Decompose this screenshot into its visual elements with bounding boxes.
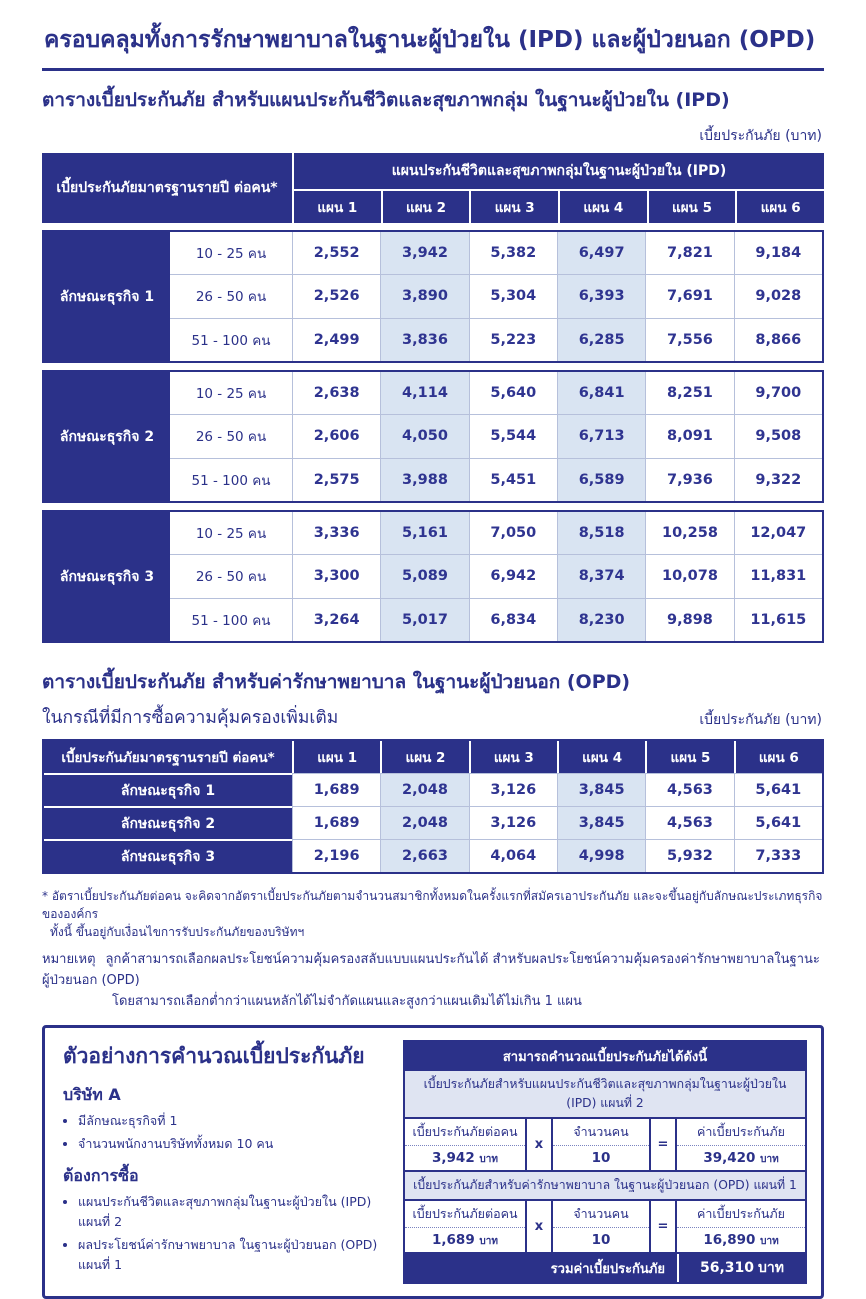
premium-cell: 6,393 bbox=[557, 275, 645, 317]
footnote-line-1: * อัตราเบี้ยประกันภัยต่อคน จะคิดจากอัตราเบี้ยประกันภัยตามจำนวนสมาชิกทั้งหมดในครั้งแรกที่สมัครเอาประกันภัย และจะขึ้นอยู่กับลักษณะประเภทธุรกิจขององค์กร bbox=[42, 889, 823, 921]
business-type-block-1 bbox=[42, 230, 824, 363]
employee-range: 26 - 50 คน bbox=[195, 289, 267, 306]
member-count-value: 10 bbox=[591, 1150, 611, 1167]
remark-label: หมายเหตุ bbox=[42, 952, 96, 967]
opd-plan-header-1: แผน 1 bbox=[292, 741, 380, 773]
premium-cell: 3,300 bbox=[292, 555, 380, 597]
business-type-label: ลักษณะธุรกิจ 1 bbox=[44, 232, 170, 361]
company-bullet: • จำนวนพนักงานบริษัททั้งหมด 10 คน bbox=[78, 1134, 387, 1154]
business-type-label: ลักษณะธุรกิจ 3 bbox=[44, 512, 170, 641]
ipd-section-title: ตารางเบี้ยประกันภัย สำหรับแผนประกันชีวิตและสุขภาพกลุ่ม ในฐานะผู้ป่วยใน (IPD) bbox=[42, 89, 730, 111]
premium-per-person-label: เบี้ยประกันภัยต่อคน bbox=[405, 1119, 525, 1146]
premium-cell: 8,374 bbox=[557, 555, 645, 597]
opd-premium-table bbox=[42, 739, 824, 874]
premium-cell: 9,322 bbox=[734, 459, 822, 501]
premium-cell: 2,048 bbox=[380, 806, 468, 839]
premium-cell: 4,050 bbox=[380, 415, 468, 457]
premium-cell: 2,526 bbox=[292, 275, 380, 317]
business-type-block-2 bbox=[42, 370, 824, 503]
employee-range: 10 - 25 คน bbox=[195, 526, 267, 543]
opd-row-header: เบี้ยประกันภัยมาตรฐานรายปี ต่อคน* bbox=[61, 750, 275, 766]
ipd-plan-group-header: แผนประกันชีวิตและสุขภาพกลุ่มในฐานะผู้ป่วยใน (IPD) bbox=[391, 163, 727, 179]
premium-per-person-label: เบี้ยประกันภัยต่อคน bbox=[405, 1201, 525, 1228]
premium-cell: 6,841 bbox=[557, 372, 645, 414]
title-underline bbox=[42, 68, 824, 71]
calc-total-value: 56,310 บาท bbox=[677, 1254, 805, 1282]
calc-table bbox=[403, 1040, 807, 1284]
employee-range: 51 - 100 คน bbox=[191, 472, 271, 489]
premium-cell: 6,285 bbox=[557, 319, 645, 361]
premium-cell: 6,834 bbox=[469, 599, 557, 641]
premium-cell: 2,552 bbox=[292, 232, 380, 274]
baht-unit: บาท bbox=[479, 1154, 498, 1166]
baht-unit: บาท bbox=[758, 1260, 784, 1277]
opd-plan-header-6: แผน 6 bbox=[734, 741, 822, 773]
premium-cell: 7,821 bbox=[645, 232, 733, 274]
table-row bbox=[44, 839, 822, 872]
premium-cell: 2,606 bbox=[292, 415, 380, 457]
ipd-plan-header-3: แผน 3 bbox=[469, 191, 558, 223]
table-row bbox=[170, 554, 822, 597]
baht-unit: บาท bbox=[760, 1154, 779, 1166]
premium-cell: 5,161 bbox=[380, 512, 468, 554]
opd-plan-header-2: แผน 2 bbox=[380, 741, 468, 773]
business-type-label: ลักษณะธุรกิจ 3 bbox=[44, 839, 292, 872]
premium-cell: 9,898 bbox=[645, 599, 733, 641]
premium-per-person-value: 3,942 บาท bbox=[432, 1150, 498, 1167]
member-count-value: 10 bbox=[591, 1232, 611, 1249]
premium-cell: 7,691 bbox=[645, 275, 733, 317]
opd-section-subtitle: ในกรณีที่มีการซื้อความคุ้มครองเพิ่มเติม bbox=[42, 708, 339, 728]
premium-cell: 4,563 bbox=[645, 773, 733, 806]
table-row bbox=[44, 773, 822, 806]
premium-cell: 5,932 bbox=[645, 839, 733, 872]
calc-total-label: รวมค่าเบี้ยประกันภัย bbox=[550, 1261, 665, 1277]
premium-cell: 7,936 bbox=[645, 459, 733, 501]
employee-range: 10 - 25 คน bbox=[195, 246, 267, 263]
premium-cell: 2,499 bbox=[292, 319, 380, 361]
premium-cell: 11,615 bbox=[734, 599, 822, 641]
table-row bbox=[170, 458, 822, 501]
ipd-plan-header-2: แผน 2 bbox=[381, 191, 470, 223]
premium-cell: 3,836 bbox=[380, 319, 468, 361]
equals-operator: = bbox=[649, 1119, 677, 1170]
premium-cell: 10,078 bbox=[645, 555, 733, 597]
premium-cell: 2,663 bbox=[380, 839, 468, 872]
remark-note bbox=[42, 950, 824, 1012]
premium-cell: 5,640 bbox=[469, 372, 557, 414]
premium-cell: 6,589 bbox=[557, 459, 645, 501]
premium-cell: 3,336 bbox=[292, 512, 380, 554]
purchase-bullet-list bbox=[63, 1192, 387, 1275]
premium-cell: 5,017 bbox=[380, 599, 468, 641]
baht-unit: บาท bbox=[760, 1236, 779, 1248]
example-title: ตัวอย่างการคำนวณเบี้ยประกันภัย bbox=[63, 1044, 365, 1069]
premium-cell: 2,575 bbox=[292, 459, 380, 501]
premium-cell: 2,048 bbox=[380, 773, 468, 806]
premium-cell: 7,333 bbox=[734, 839, 822, 872]
result-premium-value: 39,420 บาท bbox=[703, 1150, 779, 1167]
opd-plan-header-3: แผน 3 bbox=[469, 741, 557, 773]
table-row bbox=[170, 512, 822, 554]
premium-cell: 4,998 bbox=[557, 839, 645, 872]
ipd-plan-header-5: แผน 5 bbox=[647, 191, 736, 223]
ipd-plan-header-row bbox=[294, 189, 824, 223]
premium-cell: 4,563 bbox=[645, 806, 733, 839]
remark-line-2: โดยสามารถเลือกต่ำกว่าแผนหลักได้ไม่จำกัดแผนและสูงกว่าแผนเดิมได้ไม่เกิน 1 แผน bbox=[112, 993, 582, 1009]
premium-cell: 6,713 bbox=[557, 415, 645, 457]
premium-cell: 10,258 bbox=[645, 512, 733, 554]
ipd-plan-header-4: แผน 4 bbox=[558, 191, 647, 223]
premium-cell: 3,988 bbox=[380, 459, 468, 501]
table-row bbox=[170, 414, 822, 457]
ipd-unit-note: เบี้ยประกันภัย (บาท) bbox=[699, 128, 822, 144]
premium-cell: 9,184 bbox=[734, 232, 822, 274]
purchase-bullet: • แผนประกันชีวิตและสุขภาพกลุ่มในฐานะผู้ป่วยใน (IPD) แผนที่ 2 bbox=[78, 1192, 387, 1232]
business-type-label: ลักษณะธุรกิจ 2 bbox=[44, 372, 170, 501]
calc-band-opd: เบี้ยประกันภัยสำหรับค่ารักษาพยาบาล ในฐานะผู้ป่วยนอก (OPD) แผนที่ 1 bbox=[405, 1172, 805, 1201]
premium-cell: 4,064 bbox=[469, 839, 557, 872]
equals-operator: = bbox=[649, 1201, 677, 1252]
ipd-premium-table bbox=[42, 153, 824, 643]
premium-cell: 1,689 bbox=[292, 806, 380, 839]
table-row bbox=[170, 274, 822, 317]
table-row bbox=[170, 598, 822, 641]
opd-plan-header-5: แผน 5 bbox=[645, 741, 733, 773]
premium-cell: 3,264 bbox=[292, 599, 380, 641]
premium-cell: 6,497 bbox=[557, 232, 645, 274]
business-type-label: ลักษณะธุรกิจ 2 bbox=[44, 806, 292, 839]
employee-range: 51 - 100 คน bbox=[191, 612, 271, 629]
ipd-plan-header-1: แผน 1 bbox=[317, 200, 358, 216]
company-heading: บริษัท A bbox=[63, 1085, 121, 1105]
premium-cell: 6,942 bbox=[469, 555, 557, 597]
result-premium-value: 16,890 บาท bbox=[703, 1232, 779, 1249]
member-count-label: จำนวนคน bbox=[553, 1119, 649, 1146]
calc-band-ipd: เบี้ยประกันภัยสำหรับแผนประกันชีวิตและสุขภาพกลุ่มในฐานะผู้ป่วยใน (IPD) แผนที่ 2 bbox=[405, 1071, 805, 1119]
premium-cell: 4,114 bbox=[380, 372, 468, 414]
premium-cell: 5,089 bbox=[380, 555, 468, 597]
premium-cell: 8,518 bbox=[557, 512, 645, 554]
employee-range: 10 - 25 คน bbox=[195, 386, 267, 403]
premium-cell: 1,689 bbox=[292, 773, 380, 806]
employee-range: 26 - 50 คน bbox=[195, 569, 267, 586]
purchase-heading: ต้องการซื้อ bbox=[63, 1166, 139, 1186]
ipd-plan-header-group bbox=[292, 153, 824, 223]
premium-cell: 5,304 bbox=[469, 275, 557, 317]
ipd-table-header bbox=[42, 153, 824, 223]
result-premium-label: ค่าเบี้ยประกันภัย bbox=[677, 1201, 805, 1228]
premium-cell: 3,126 bbox=[469, 806, 557, 839]
calc-grid-opd bbox=[405, 1201, 805, 1254]
calc-header: สามารถคำนวณเบี้ยประกันภัยได้ดังนี้ bbox=[405, 1042, 805, 1071]
premium-cell: 5,451 bbox=[469, 459, 557, 501]
premium-cell: 7,050 bbox=[469, 512, 557, 554]
business-type-block-3 bbox=[42, 510, 824, 643]
remark-line-1: ลูกค้าสามารถเลือกผลประโยชน์ความคุ้มครองสลับแบบแผนประกันได้ สำหรับผลประโยชน์ความคุ้มครองค่ารักษาพยาบาลในฐานะผู้ป่วยนอก (OPD) bbox=[42, 952, 820, 988]
premium-cell: 5,544 bbox=[469, 415, 557, 457]
premium-cell: 8,866 bbox=[734, 319, 822, 361]
purchase-bullet: • ผลประโยชน์ค่ารักษาพยาบาล ในฐานะผู้ป่วยนอก (OPD) แผนที่ 1 bbox=[78, 1235, 387, 1275]
premium-cell: 9,508 bbox=[734, 415, 822, 457]
premium-cell: 3,845 bbox=[557, 806, 645, 839]
premium-per-person-value: 1,689 บาท bbox=[432, 1232, 498, 1249]
opd-section-title: ตารางเบี้ยประกันภัย สำหรับค่ารักษาพยาบาล ในฐานะผู้ป่วยนอก (OPD) bbox=[42, 671, 631, 693]
result-premium-label: ค่าเบี้ยประกันภัย bbox=[677, 1119, 805, 1146]
opd-plan-header-4: แผน 4 bbox=[557, 741, 645, 773]
premium-cell: 2,196 bbox=[292, 839, 380, 872]
company-bullet: • มีลักษณะธุรกิจที่ 1 bbox=[78, 1111, 387, 1131]
premium-cell: 12,047 bbox=[734, 512, 822, 554]
premium-cell: 9,700 bbox=[734, 372, 822, 414]
asterisk-footnote bbox=[42, 887, 824, 941]
premium-cell: 9,028 bbox=[734, 275, 822, 317]
table-row bbox=[44, 806, 822, 839]
premium-cell: 5,223 bbox=[469, 319, 557, 361]
table-row bbox=[170, 232, 822, 274]
calc-grid-ipd bbox=[405, 1119, 805, 1172]
multiply-operator: x bbox=[525, 1201, 553, 1252]
example-box bbox=[42, 1025, 824, 1299]
employee-range: 26 - 50 คน bbox=[195, 429, 267, 446]
premium-cell: 2,638 bbox=[292, 372, 380, 414]
premium-cell: 8,091 bbox=[645, 415, 733, 457]
premium-cell: 11,831 bbox=[734, 555, 822, 597]
premium-cell: 5,382 bbox=[469, 232, 557, 274]
premium-cell: 3,126 bbox=[469, 773, 557, 806]
calc-total-row bbox=[405, 1254, 805, 1282]
premium-cell: 8,230 bbox=[557, 599, 645, 641]
premium-cell: 8,251 bbox=[645, 372, 733, 414]
premium-cell: 5,641 bbox=[734, 806, 822, 839]
multiply-operator: x bbox=[525, 1119, 553, 1170]
page-title: ครอบคลุมทั้งการรักษาพยาบาลในฐานะผู้ป่วยใน (IPD) และผู้ป่วยนอก (OPD) bbox=[44, 27, 816, 53]
opd-table-header bbox=[44, 741, 822, 773]
premium-cell: 5,641 bbox=[734, 773, 822, 806]
premium-cell: 7,556 bbox=[645, 319, 733, 361]
table-row bbox=[170, 318, 822, 361]
ipd-row-header: เบี้ยประกันภัยมาตรฐานรายปี ต่อคน* bbox=[56, 180, 278, 196]
premium-cell: 3,942 bbox=[380, 232, 468, 274]
table-row bbox=[170, 372, 822, 414]
ipd-plan-header-6: แผน 6 bbox=[735, 191, 824, 223]
premium-cell: 3,845 bbox=[557, 773, 645, 806]
baht-unit: บาท bbox=[479, 1236, 498, 1248]
opd-unit-note: เบี้ยประกันภัย (บาท) bbox=[699, 712, 822, 728]
business-type-label: ลักษณะธุรกิจ 1 bbox=[44, 773, 292, 806]
employee-range: 51 - 100 คน bbox=[191, 332, 271, 349]
footnote-line-2: ทั้งนี้ ขึ้นอยู่กับเงื่อนไขการรับประกันภัยของบริษัทฯ bbox=[50, 925, 305, 939]
company-bullet-list bbox=[63, 1111, 387, 1154]
member-count-label: จำนวนคน bbox=[553, 1201, 649, 1228]
premium-cell: 3,890 bbox=[380, 275, 468, 317]
